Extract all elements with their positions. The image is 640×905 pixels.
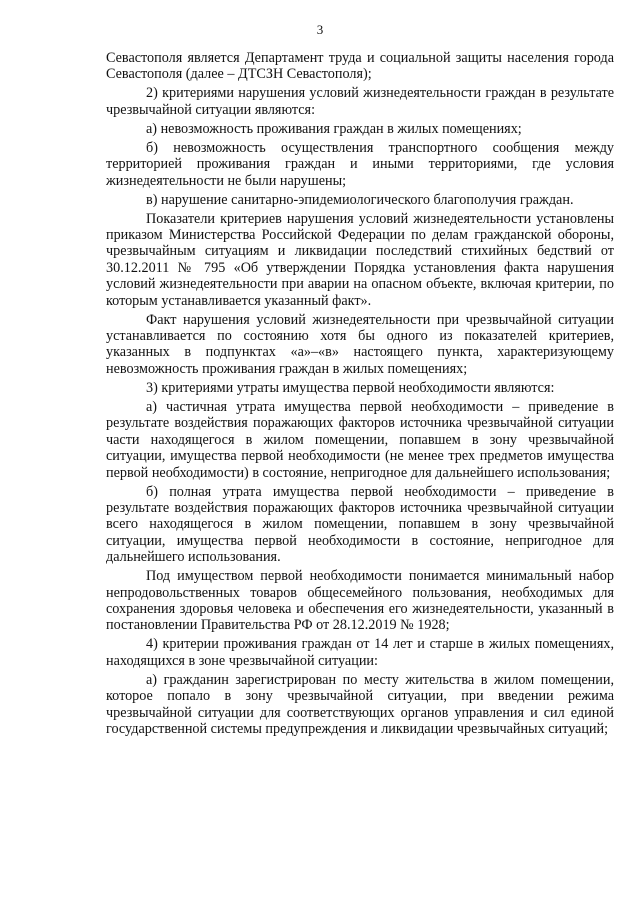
paragraph-2: 2) критериями нарушения условий жизнедеятельности граждан в результате чрезвычайной ситуации являются: [106, 85, 614, 118]
paragraph-3: а) невозможность проживания граждан в жилых помещениях; [146, 120, 522, 137]
document-body [106, 50, 614, 740]
page-number: 3 [316, 22, 324, 37]
paragraph-4: б) невозможность осуществления транспортного сообщения между территорией проживания граждан и иными территориями, где условия жизнедеятельности не были нарушены; [106, 139, 614, 189]
paragraph-12: 4) критерии проживания граждан от 14 лет и старше в жилых помещениях, находящихся в зоне чрезвычайной ситуации: [106, 636, 614, 669]
paragraph-9: а) частичная утрата имущества первой необходимости – приведение в результате воздействия поражающих факторов источника чрезвычайной ситуации части находящегося в жилом помещении, попавшем в зону чрезвычайной ситуации, имущества первой необходимости (не менее трех предметов имущества первой необходимости) в состояние, непригодное для дальнейшего использования; [106, 398, 614, 481]
paragraph-11: Под имуществом первой необходимости понимается минимальный набор непродовольственных товаров общесемейного пользования, необходимых для сохранения здоровья человека и обеспечения его жизнедеятельности, указанный в постановлении Правительства РФ от 28.12.2019 № 1928; [106, 568, 614, 634]
paragraph-5: в) нарушение санитарно-эпидемиологического благополучия граждан. [146, 191, 574, 208]
paragraph-13: а) гражданин зарегистрирован по месту жительства в жилом помещении, которое попало в зону чрезвычайной ситуации, при введении режима чрезвычайной ситуации для соответствующих органов управления и сил единой государственной системы предупреждения и ликвидации чрезвычайных ситуаций; [106, 671, 614, 737]
paragraph-1: Севастополя является Департамент труда и социальной защиты населения города Севастополя (далее – ДТСЗН Севастополя); [106, 50, 614, 83]
paragraph-8: 3) критериями утраты имущества первой необходимости являются: [146, 379, 555, 396]
paragraph-6: Показатели критериев нарушения условий жизнедеятельности установлены приказом Министерства Российской Федерации по делам гражданской обороны, чрезвычайным ситуациям и ликвидации последствий стихийных бедствий от 30.12.2011 № 795 «Об утверждении Порядка установления факта нарушения условий жизнедеятельности при аварии на опасном объекте, включая критерии, по которым устанавливается указанный факт». [106, 210, 614, 309]
paragraph-7: Факт нарушения условий жизнедеятельности при чрезвычайной ситуации устанавливается по состоянию хотя бы одного из показателей критериев, указанных в подпунктах «а»–«в» настоящего пункта, характеризующему невозможность проживания граждан в жилых помещениях; [106, 311, 614, 377]
paragraph-10: б) полная утрата имущества первой необходимости – приведение в результате воздействия поражающих факторов источника чрезвычайной ситуации всего находящегося в жилом помещении, попавшем в зону чрезвычайной ситуации, имущества первой необходимости в состояние, непригодное для дальнейшего использования. [106, 483, 614, 566]
